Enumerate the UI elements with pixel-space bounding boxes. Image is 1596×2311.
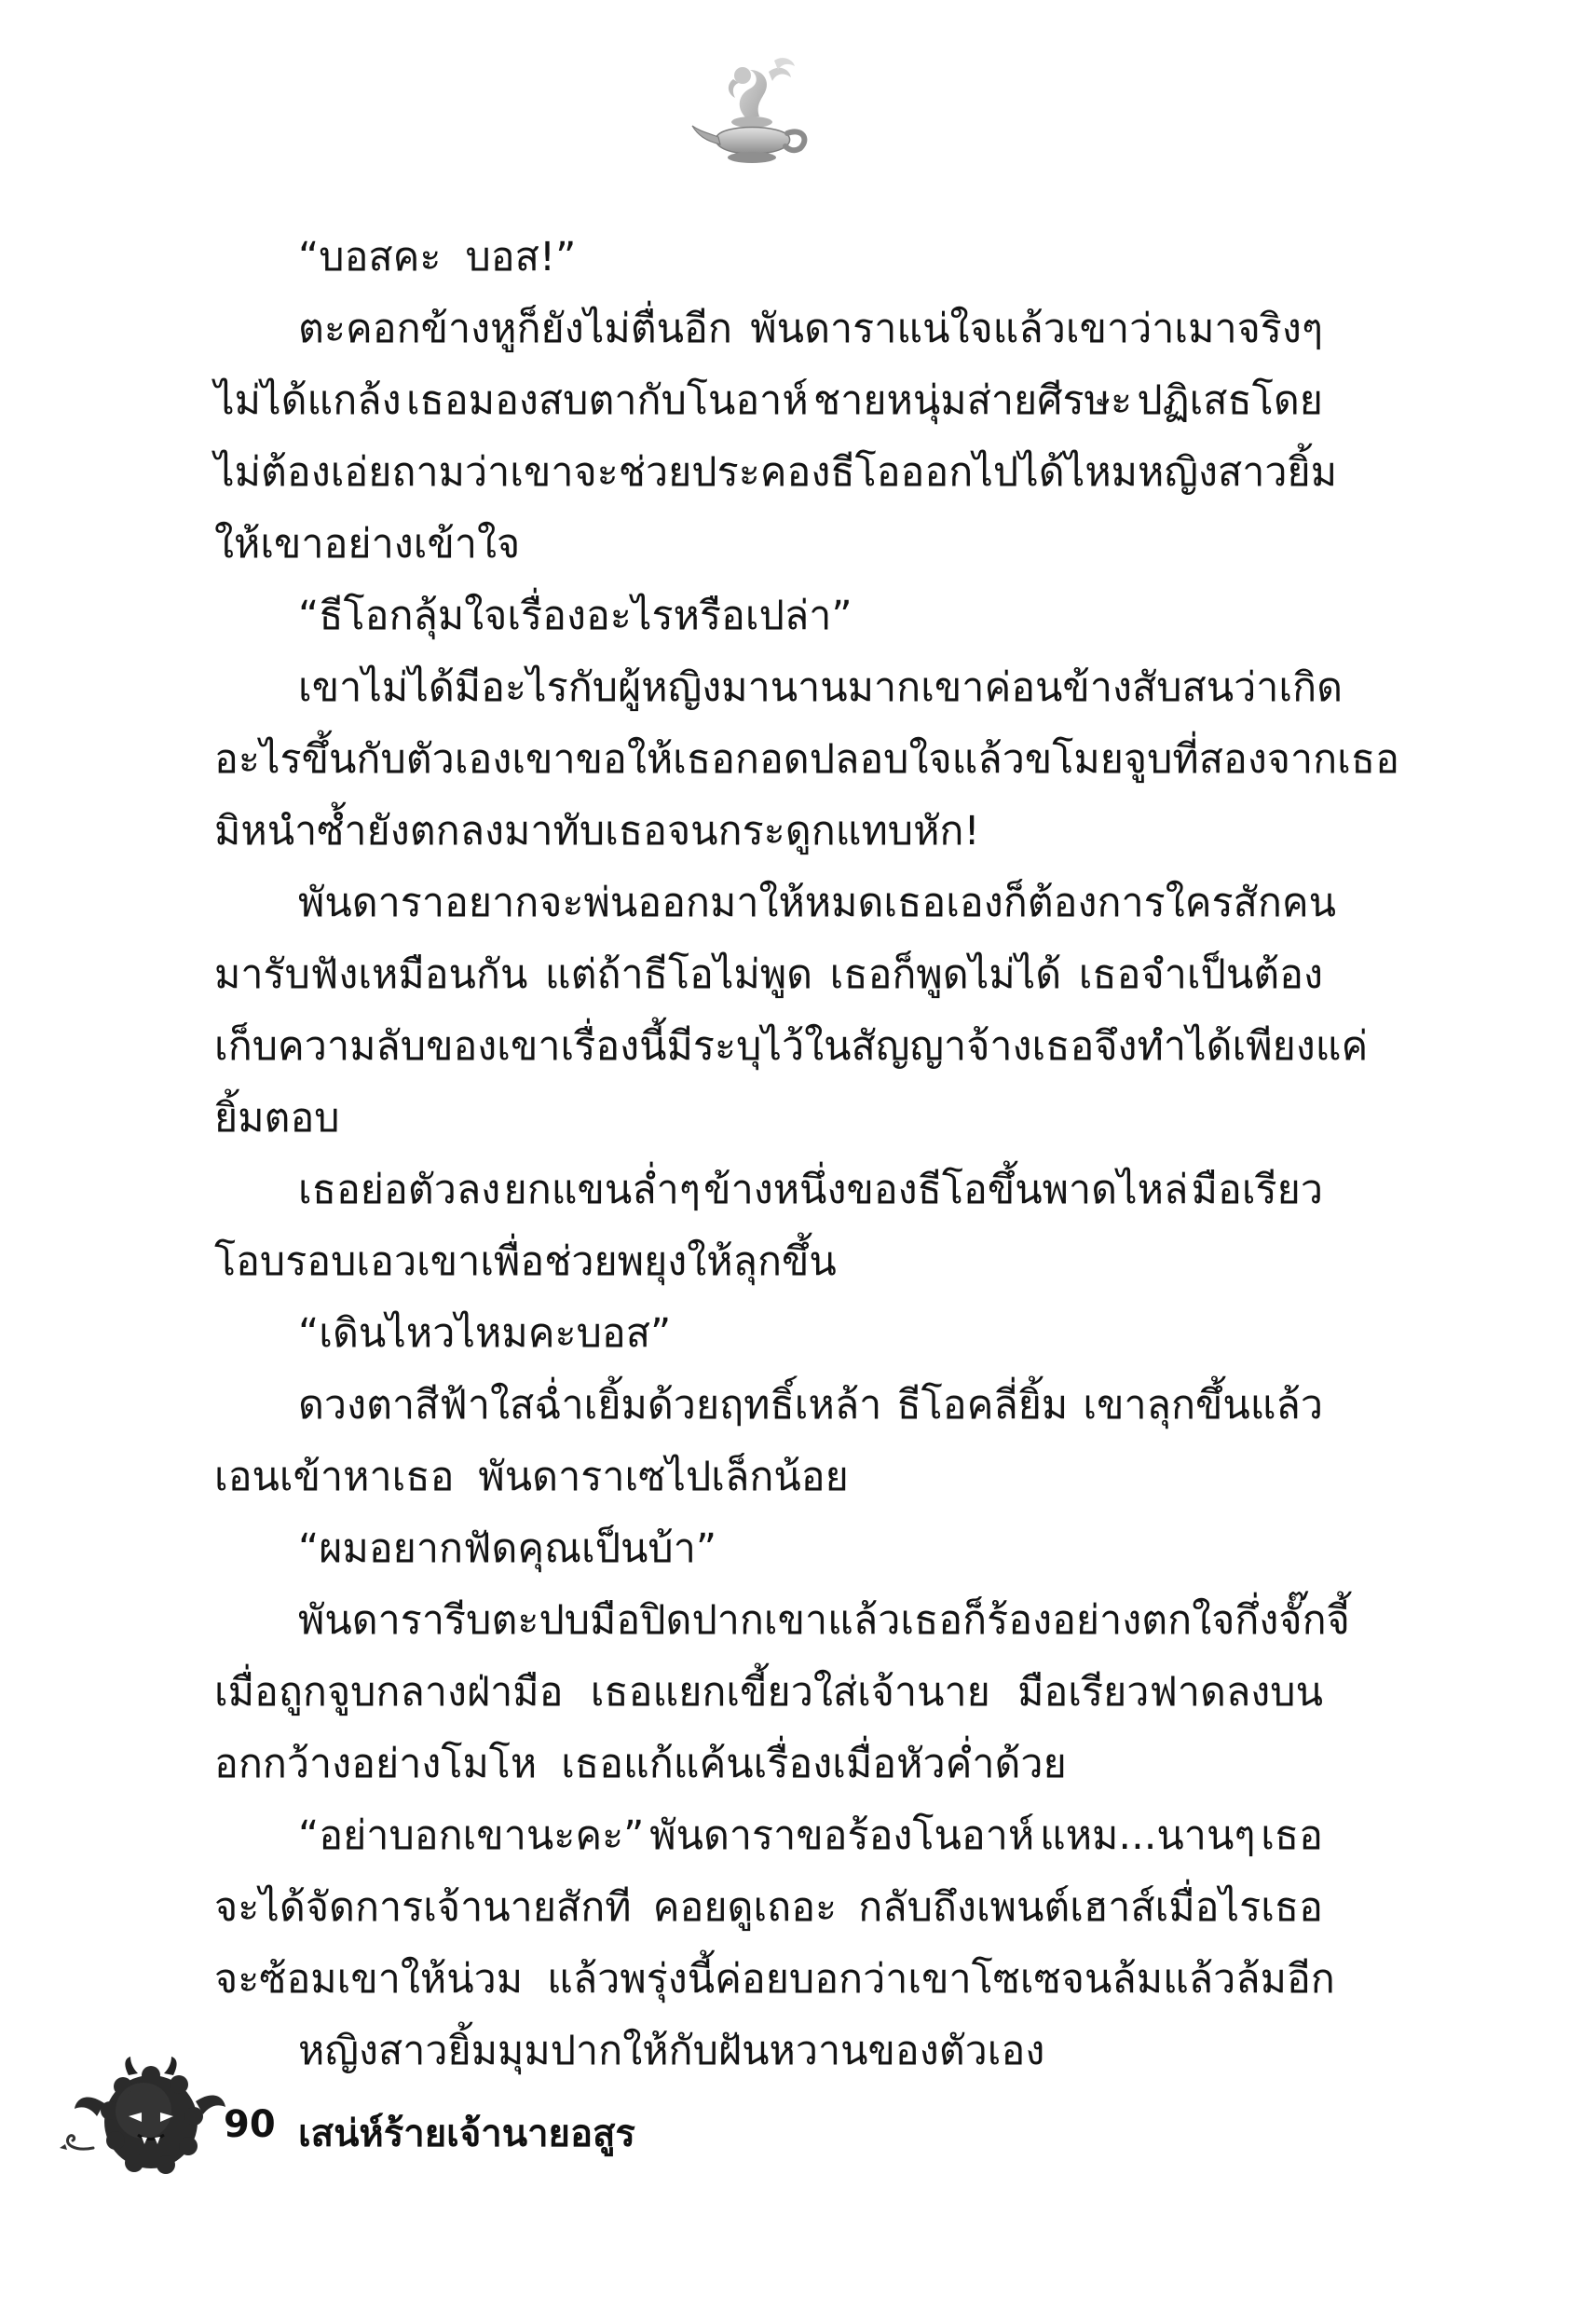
text-segment: ให้เขาอย่างเข้าใจ [214,521,521,567]
text-line [214,1800,1323,1872]
text-line [214,1585,1350,1657]
text-segment: ดวงตาสีฟ้าใสฉ่ำเยิ้มด้วยฤทธิ์เหล้า [298,1382,882,1429]
text-segment: ปฏิเสธโดย [1137,377,1323,424]
text-line [214,437,1338,509]
text-segment: จะซ้อมเขาให้น่วม [214,1956,524,2003]
text-segment: มือเรียว [1191,1167,1323,1213]
paragraph [214,1800,1335,2016]
text-segment: มือเรียวฟาดลงบน [1017,1669,1323,1716]
text-line [214,1370,1323,1442]
text-line [214,581,1323,652]
paragraph [214,1513,1323,1585]
paragraph [214,581,1323,652]
text-segment: เธอ [1261,1812,1323,1859]
text-segment: พันดาราขอร้องโนอาห์ [649,1812,1035,1859]
text-line [214,1083,1323,1155]
page-footer [56,2055,801,2176]
text-segment: มารับฟังเหมือนกัน [214,951,528,998]
text-line [214,1011,1369,1083]
text-segment: ธีโอคลี่ยิ้ม [896,1382,1069,1429]
text-line [214,294,1323,365]
text-line [214,796,1323,868]
text-line [214,1155,1323,1226]
text-segment: มิหนำซ้ำยังตกลงมาทับเธอจนกระดูกแทบหัก! [214,808,980,855]
text-segment: เก็บความลับของเขา [214,1023,561,1070]
text-segment: พันดาราแน่ใจแล้วเขาว่าเมาจริงๆ [750,306,1323,352]
text-segment: เธอเองก็ต้องการใครสักคน [883,880,1337,926]
text-segment: เธอแก้แค้นเรื่องเมื่อหัวค่ำด้วย [561,1741,1067,1787]
book-title: เสน่ห์ร้ายเจ้านายอสูร [298,2113,635,2155]
text-line [214,652,1344,724]
text-line [214,1657,1323,1729]
text-segment: แล้วพรุ่งนี้ค่อยบอกว่าเขาโซเซจนล้มแล้วล้มอีก [547,1956,1335,2003]
text-segment: ยิ้มตอบ [214,1095,340,1142]
text-segment: เธอจำเป็นต้อง [1078,951,1323,998]
text-line [214,365,1323,437]
text-line [214,1944,1335,2016]
text-segment: “ผมอยากฟัดคุณเป็นบ้า” [298,1525,717,1572]
paragraph [214,868,1369,1155]
text-segment: พันดาราอยากจะพ่นออกมาให้หมด [298,880,884,926]
text-segment: อกกว้างอย่างโมโห [214,1741,538,1787]
text-segment: แต่ถ้าธีโอไม่พูด [544,951,813,998]
page-number: 90 [224,2103,276,2146]
fuzzy-monster-mascot-icon [56,2055,228,2176]
text-segment: “เดินไหวไหมคะบอส” [298,1310,672,1357]
text-segment: เธอจึงทำได้เพียงแค่ [1031,1023,1369,1070]
text-segment: พันดารารีบตะปบมือปิดปากเขา [298,1597,828,1644]
paragraph [214,294,1338,581]
text-segment: เธอมองสบตากับโนอาห์ [405,377,809,424]
text-line [214,1298,1323,1370]
text-segment: เขาค่อนข้างสับสนว่าเกิด [921,664,1344,711]
text-segment: “อย่าบอกเขานะคะ” [298,1812,645,1859]
text-segment: เขาไม่ได้มีอะไรกับผู้หญิงมานานมาก [298,664,921,711]
text-segment: หญิงสาวยิ้มมุมปากให้กับฝันหวานของตัวเอง [298,2028,1045,2074]
text-segment: เธอย่อตัวลง [298,1167,501,1213]
text-segment: จะได้จัดการเจ้านายสักที [214,1884,632,1931]
text-segment: ยกแขนล่ำๆ [503,1167,701,1213]
text-segment: “ธีโอกลุ้มใจเรื่องอะไรหรือเปล่า” [298,593,853,639]
text-segment: พันดาราเซไปเล็กน้อย [478,1454,849,1500]
paragraph [214,222,1323,294]
text-line [214,1729,1323,1800]
body-text [214,222,1399,2087]
text-segment: เรื่องนี้มีระบุไว้ในสัญญาจ้าง [560,1023,1032,1070]
text-line [214,1872,1323,1944]
paragraph [214,1155,1323,1298]
text-line [214,509,1323,581]
text-segment: เขาขอให้เธอกอดปลอบใจแล้วขโมยจูบที่สองจากเธอ [512,736,1399,783]
text-segment: ชายหนุ่มส่ายศีรษะ [813,377,1133,424]
text-segment: อะไรขึ้นกับตัวเอง [214,736,512,783]
text-segment: เมื่อถูกจูบกลางฝ่ามือ [214,1669,564,1716]
paragraph [214,652,1399,868]
text-line [214,222,1323,294]
text-line [214,724,1399,796]
paragraph [214,1370,1323,1513]
genie-lamp-icon [685,51,815,172]
text-segment: บอส!” [465,234,577,280]
text-segment: เธอแยกเขี้ยวใส่เจ้านาย [590,1669,990,1716]
text-segment: แหม...นานๆ [1040,1812,1256,1859]
text-segment: เธอก็พูดไม่ได้ [829,951,1062,998]
text-segment: ตะคอกข้างหูก็ยังไม่ตื่นอีก [298,306,732,352]
text-segment: “บอสคะ [298,234,442,280]
text-line [214,939,1323,1011]
text-segment: โอบรอบเอวเขาเพื่อช่วยพยุงให้ลุกขึ้น [214,1238,837,1285]
text-line [214,868,1337,939]
text-segment: กลับถึงเพนต์เฮาส์เมื่อไรเธอ [858,1884,1323,1931]
text-segment: คอยดูเถอะ [652,1884,838,1931]
text-segment: ไม่ได้แกล้ง [214,377,402,424]
paragraph [214,1585,1350,1800]
text-line [214,1513,1323,1585]
text-line [214,1442,1323,1513]
text-segment: เอนเข้าหาเธอ [214,1454,455,1500]
text-segment: เขาลุกขึ้นแล้ว [1083,1382,1323,1429]
text-segment: ข้างหนึ่งของธีโอขึ้นพาดไหล่ [703,1167,1189,1213]
paragraph [214,1298,1323,1370]
text-line [214,1226,1323,1298]
text-segment: แล้วเธอก็ร้องอย่างตกใจกึ่งจั๊กจี้ [827,1597,1350,1644]
text-segment: หญิงสาวยิ้ม [1138,449,1338,496]
text-segment: ไม่ต้องเอ่ยถามว่าเขาจะช่วยประคองธีโอออกไปได้ไหม [214,449,1139,496]
